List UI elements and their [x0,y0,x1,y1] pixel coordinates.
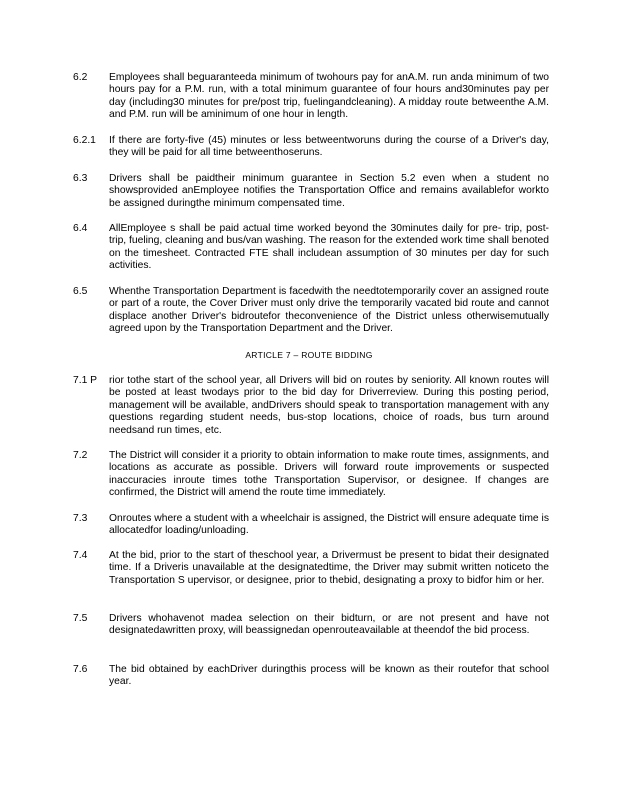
clause-number: 7.3 [73,513,88,524]
article-heading: ARTICLE 7 – ROUTE BIDDING [245,350,373,360]
clause-text: Onroutes where a student with a wheelchair is assigned, the District will ensure adequate time is allocatedfor loading/unloading. [109,513,549,537]
clause-number: 7.1 P [73,375,98,386]
clause-number: 6.2.1 [73,135,96,146]
clause-number: 7.5 [73,613,88,624]
clause-text: rior tothe start of the school year, all Drivers will bid on routes by seniority. All known routes will be posted at least twodays prior to the bid day for Driverreview. During this posting period, management will be available, andDrivers should speak to transportation management with any questions regarding student needs, bus-stop locations, choice of roads, bus turn around needsand run times, etc. [109,375,549,436]
clause-7-4 [73,550,549,587]
clause-7-5 [73,613,549,638]
clause-text: Drivers shall be paidtheir minimum guarantee in Section 5.2 even when a student no showsprovided anEmployee notifies the Transportation Office and remains availablefor workto be assigned duringthe minimum compensated time. [109,173,549,209]
clause-text: The District will consider it a priority to obtain information to make route times, assignments, and locations as accurate as possible. Drivers will forward route improvements or suspected inaccuracies inroute times tothe Transportation Supervisor, or designee. If changes are confirmed, the District will amend the route time immediately. [109,450,549,499]
clause-text: The bid obtained by eachDriver duringthis process will be known as their routefor that school year. [109,664,549,688]
clause-number: 6.3 [73,173,88,184]
clause-number: 7.2 [73,450,88,461]
clause-number: 6.5 [73,286,88,297]
clause-number: 6.4 [73,223,88,234]
clause-number: 7.6 [73,664,88,675]
clause-number: 6.2 [73,72,88,83]
clause-text: AllEmployee s shall be paid actual time worked beyond the 30minutes daily for pre- trip, post-trip, fueling, cleaning and bus/van washing. The reason for the extended work time shall benoted on the timesheet. Contracted FTE shall includean assumption of 30 minutes per day for such activities. [109,223,549,272]
clause-7-6 [73,664,549,689]
clause-text: At the bid, prior to the start of theschool year, a Drivermust be present to bidat their designated time. If a Driveris unavailable at the designatedtime, the Driver may submit written noticeto the Transportation S upervisor, or designee, prior to thebid, designating a proxy to bidfor him or her. [109,550,549,586]
clause-text: Employees shall beguaranteeda minimum of twohours pay for anA.M. run anda minimum of two hours pay for a P.M. run, with a total minimum guarantee of four hours and30minutes pay per day (including30 minutes for pre/post trip, fuelingandcleaning). A midday route betweenthe A.M. and P.M. run will be aminimum of one hour in length. [109,72,549,121]
clause-text: Drivers whohavenot madea selection on their bidturn, or are not present and have not designatedawritten proxy, will beassignedan openrouteavailable at theendof the bid process. [109,613,549,637]
clause-6-5 [73,286,549,336]
clause-6-3 [73,173,549,210]
clause-6-2-1 [73,135,549,160]
clause-text: Whenthe Transportation Department is facedwith the needtotemporarily cover an assigned route or part of a route, the Cover Driver must only drive the temporarily vacated bid route and cannot displace another Driver's bidroutefor theconvenience of the District unless otherwisemutually agreed upon by the Transportation Department and the Driver. [109,286,549,335]
clause-6-2 [73,72,549,122]
clause-7-3 [73,513,549,538]
clause-text: If there are forty-five (45) minutes or less betweentworuns during the course of a Driver's day, they will be paid for all time betweenthoseruns. [109,135,549,159]
clause-7-1 [73,375,549,437]
clause-number: 7.4 [73,550,88,561]
clause-6-4 [73,223,549,273]
clause-7-2 [73,450,549,500]
